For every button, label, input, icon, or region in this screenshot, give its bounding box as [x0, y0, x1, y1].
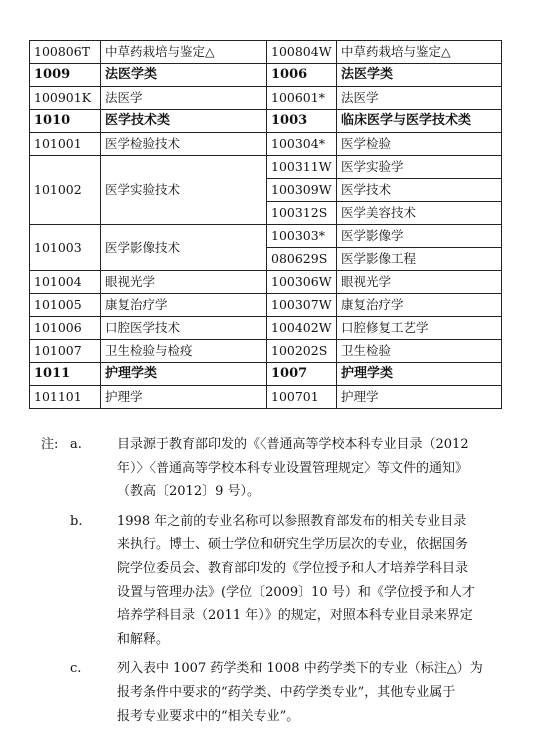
right-code: 100202S: [267, 340, 337, 363]
right-name: 医学影像工程: [337, 248, 502, 271]
table-row: [30, 386, 502, 409]
note-line: 和解释。: [117, 631, 170, 647]
note-c: [41, 657, 501, 728]
right-category-name: 护理学类: [337, 363, 502, 386]
left-category-name: 法医学类: [101, 64, 267, 87]
left-code: 101002: [30, 156, 101, 225]
right-name: 卫生检验: [337, 340, 502, 363]
table-row: [30, 294, 502, 317]
left-name: 中草药栽培与鉴定△: [101, 41, 267, 64]
note-line: 来执行。博士、硕士学位和研究生学历层次的专业，依据国务: [117, 537, 469, 553]
right-name: 眼视光学: [337, 271, 502, 294]
right-name: 医学实验学: [337, 156, 502, 179]
table-row: [30, 41, 502, 64]
right-code: 100312S: [267, 202, 337, 225]
left-category-name: 护理学类: [101, 363, 267, 386]
note-b: [41, 510, 501, 652]
table-row: [30, 64, 502, 87]
note-line: 1998 年之前的专业名称可以参照教育部发布的相关专业目录: [117, 513, 467, 529]
right-category-name: 法医学类: [337, 64, 502, 87]
right-code: 100402W: [267, 317, 337, 340]
right-code: 100307W: [267, 294, 337, 317]
left-code: 101004: [30, 271, 101, 294]
right-category-name: 临床医学与医学技术类: [337, 110, 502, 133]
left-name: 卫生检验与检疫: [101, 340, 267, 363]
left-category-name: 医学技术类: [101, 110, 267, 133]
left-name: 眼视光学: [101, 271, 267, 294]
left-category-code: 1010: [30, 110, 101, 133]
left-code: 101006: [30, 317, 101, 340]
left-code: 101101: [30, 386, 101, 409]
right-code: 100311W: [267, 156, 337, 179]
table-row: [30, 363, 502, 386]
right-name: 法医学: [337, 87, 502, 110]
note-line: 年）〉〈普通高等学校本科专业设置管理规定〉等文件的通知》: [117, 460, 469, 476]
right-code: 100306W: [267, 271, 337, 294]
right-name: 医学检验: [337, 133, 502, 156]
note-line: 设置与管理办法》(学位〔2009〕10 号）和《学位授予和人才: [117, 584, 475, 600]
note-c-letter: c.: [70, 661, 82, 677]
table-row: [30, 271, 502, 294]
left-name: 医学影像技术: [101, 225, 267, 271]
note-b-letter: b.: [70, 513, 83, 529]
table-row: [30, 317, 502, 340]
right-name: 医学美容技术: [337, 202, 502, 225]
right-code: 100304*: [267, 133, 337, 156]
table-row: [30, 225, 502, 248]
left-code: 101003: [30, 225, 101, 271]
left-code: 100806T: [30, 41, 101, 64]
note-line: 列入表中 1007 药学类和 1008 中药学类下的专业（标注△）为: [117, 661, 483, 677]
table-row: [30, 110, 502, 133]
right-name: 中草药栽培与鉴定△: [337, 41, 502, 64]
right-code: 100309W: [267, 179, 337, 202]
right-code: 100601*: [267, 87, 337, 110]
note-a: [41, 433, 501, 504]
right-category-code: 1003: [267, 110, 337, 133]
left-name: 医学检验技术: [101, 133, 267, 156]
note-line: （教高〔2012〕9 号）。: [117, 484, 260, 500]
left-code: 100901K: [30, 87, 101, 110]
left-category-code: 1011: [30, 363, 101, 386]
right-name: 护理学: [337, 386, 502, 409]
right-category-code: 1006: [267, 64, 337, 87]
major-comparison-table: [29, 40, 502, 409]
right-name: 康复治疗学: [337, 294, 502, 317]
right-category-code: 1007: [267, 363, 337, 386]
notes-lead: 注:: [41, 437, 59, 452]
note-line: 院学位委员会、教育部印发的《学位授予和人才培养学科目录: [117, 560, 469, 576]
right-name: 口腔修复工艺学: [337, 317, 502, 340]
left-code: 101001: [30, 133, 101, 156]
note-line: 培养学科目录（2011 年）》的规定，对照本科专业目录来界定: [117, 608, 473, 624]
table-row: [30, 87, 502, 110]
left-name: 护理学: [101, 386, 267, 409]
right-code: 080629S: [267, 248, 337, 271]
right-code: 100701: [267, 386, 337, 409]
left-name: 医学实验技术: [101, 156, 267, 225]
table-row: [30, 156, 502, 179]
left-name: 康复治疗学: [101, 294, 267, 317]
table-notes: [41, 433, 501, 728]
table-row: [30, 133, 502, 156]
note-a-letter: a.: [70, 437, 82, 452]
right-name: 医学技术: [337, 179, 502, 202]
left-category-code: 1009: [30, 64, 101, 87]
note-line: 报考专业要求中的“相关专业”。: [117, 708, 300, 724]
note-line: 报考条件中要求的“药学类、中药学类专业”，其他专业属于: [117, 684, 456, 700]
note-line: 目录源于教育部印发的《〈普通高等学校本科专业目录（2012: [117, 437, 469, 452]
table-row: [30, 340, 502, 363]
left-name: 法医学: [101, 87, 267, 110]
left-name: 口腔医学技术: [101, 317, 267, 340]
right-name: 医学影像学: [337, 225, 502, 248]
left-code: 101007: [30, 340, 101, 363]
left-code: 101005: [30, 294, 101, 317]
right-code: 100303*: [267, 225, 337, 248]
right-code: 100804W: [267, 41, 337, 64]
